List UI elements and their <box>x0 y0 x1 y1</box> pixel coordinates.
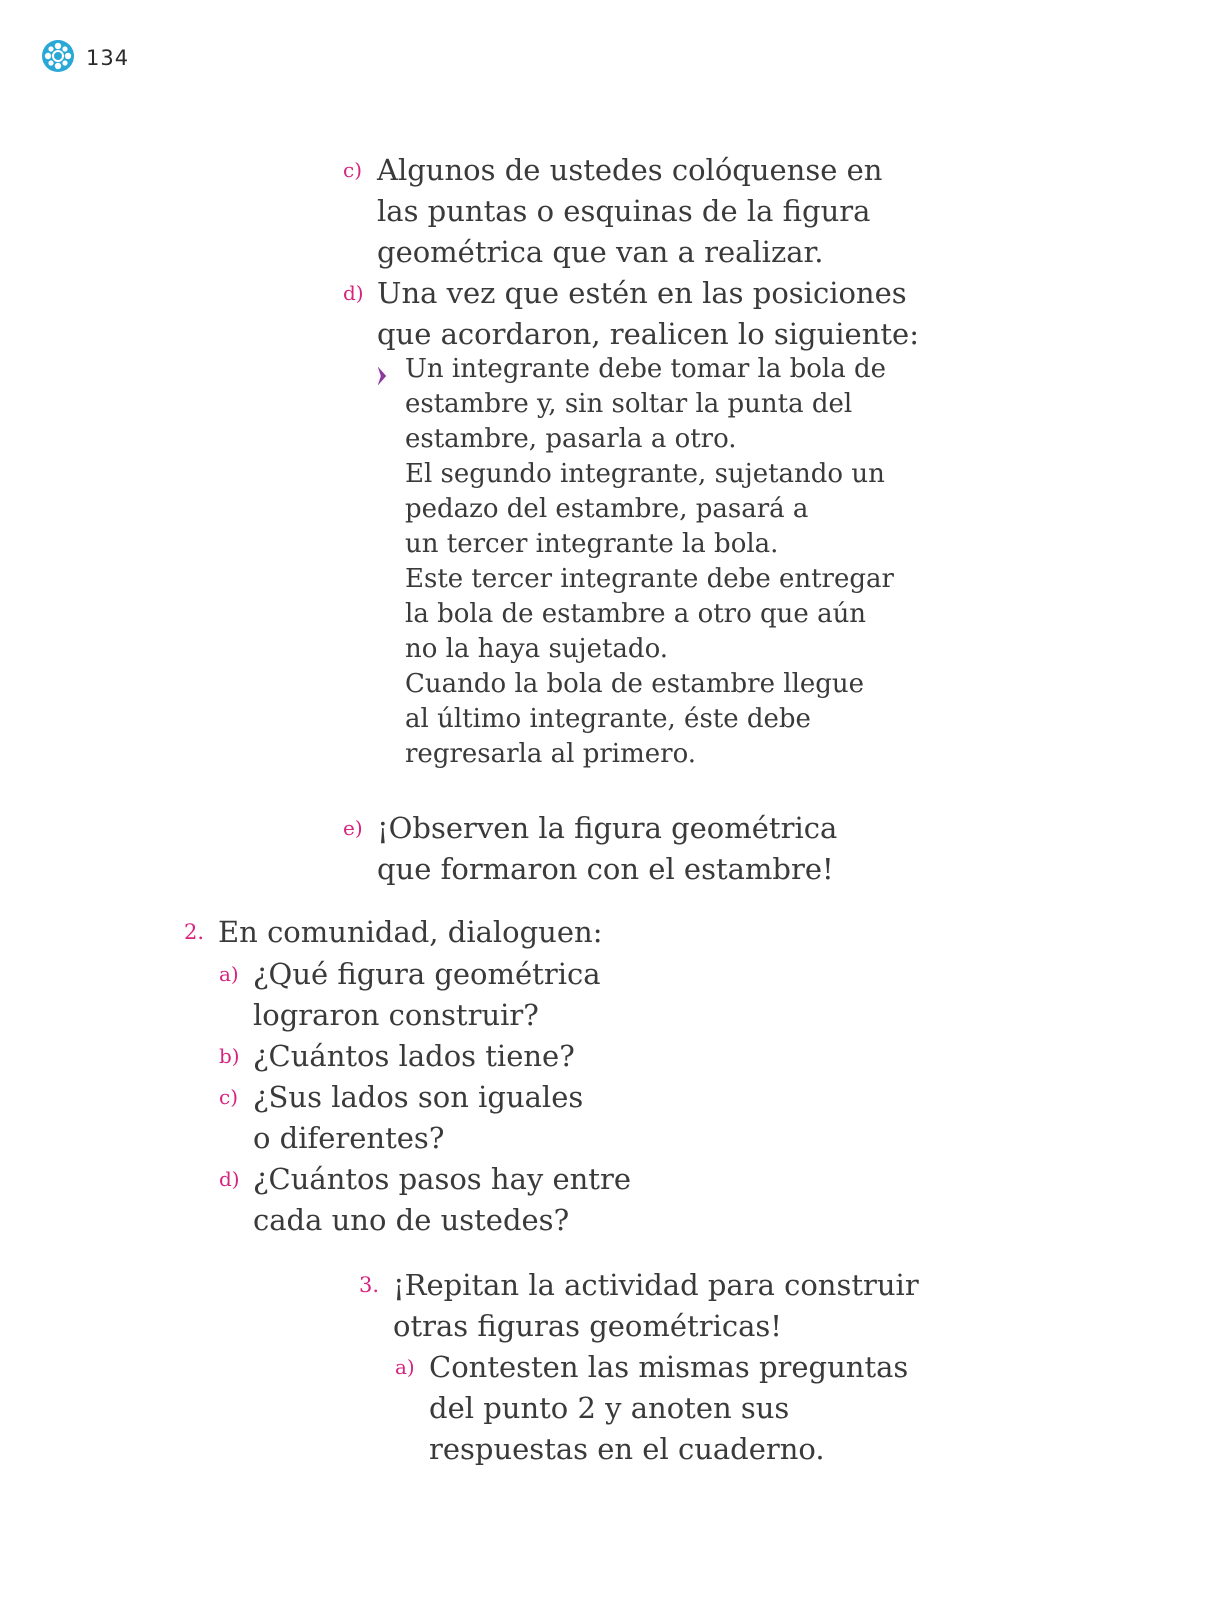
bullet-text: al último integrante, éste debe <box>405 704 811 734</box>
item-text: que formaron con el estambre! <box>377 852 834 886</box>
item-d <box>343 273 919 355</box>
flower-badge-icon <box>40 38 76 78</box>
question-3-item-a <box>395 1347 909 1470</box>
bullet-list <box>405 352 894 772</box>
question-3 <box>359 1265 919 1347</box>
item-marker: d) <box>343 281 364 305</box>
item-text: ¿Qué figura geométrica <box>253 957 601 991</box>
question-text: otras figuras geométricas! <box>393 1309 782 1343</box>
bullet-text: pedazo del estambre, pasará a <box>405 494 809 524</box>
item-text: respuestas en el cuaderno. <box>429 1432 825 1466</box>
chevron-bullet-icon <box>377 362 387 392</box>
bullet-text: regresarla al primero. <box>405 739 697 769</box>
question-text: ¡Repitan la actividad para construir <box>393 1268 919 1302</box>
question-2 <box>184 912 603 953</box>
item-text: del punto 2 y anoten sus <box>429 1391 790 1425</box>
question-number: 3. <box>359 1273 380 1297</box>
item-text: ¿Cuántos pasos hay entre <box>253 1162 631 1196</box>
item-text: Una vez que estén en las posiciones <box>377 276 907 310</box>
bullet-item <box>405 667 894 772</box>
item-text: geométrica que van a realizar. <box>377 235 824 269</box>
question-title: En comunidad, dialoguen: <box>218 915 603 949</box>
item-text: Algunos de ustedes colóquense en <box>377 153 883 187</box>
item-marker: c) <box>219 1085 239 1109</box>
item-text: que acordaron, realicen lo siguiente: <box>377 317 919 351</box>
item-marker: a) <box>219 962 239 986</box>
question-2-items <box>219 954 631 1241</box>
item-text: o diferentes? <box>253 1121 445 1155</box>
item-text: ¡Observen la figura geométrica <box>377 811 838 845</box>
page-header <box>40 38 129 78</box>
item-text: cada uno de ustedes? <box>253 1203 570 1237</box>
bullet-text: estambre, pasarla a otro. <box>405 424 737 454</box>
bullet-item <box>405 352 894 457</box>
item-marker: e) <box>343 816 363 840</box>
item-text: Contesten las mismas preguntas <box>429 1350 909 1384</box>
item-text: lograron construir? <box>253 998 539 1032</box>
item-marker: c) <box>343 158 363 182</box>
question-number: 2. <box>184 920 205 944</box>
bullet-text: El segundo integrante, sujetando un <box>405 459 885 489</box>
item-text: las puntas o esquinas de la figura <box>377 194 871 228</box>
bullet-text: la bola de estambre a otro que aún <box>405 599 867 629</box>
bullet-item <box>405 457 894 562</box>
item-text: ¿Cuántos lados tiene? <box>253 1039 575 1073</box>
bullet-text: estambre y, sin soltar la punta del <box>405 389 853 419</box>
item-c <box>343 150 883 273</box>
bullet-item <box>405 562 894 667</box>
bullet-text: Este tercer integrante debe entregar <box>405 564 894 594</box>
item-marker: a) <box>395 1355 415 1379</box>
bullet-text: no la haya sujetado. <box>405 634 669 664</box>
bullet-text: Un integrante debe tomar la bola de <box>405 354 886 384</box>
item-marker: b) <box>219 1044 240 1068</box>
bullet-text: Cuando la bola de estambre llegue <box>405 669 865 699</box>
item-e <box>343 808 838 890</box>
item-marker: d) <box>219 1167 240 1191</box>
bullet-text: un tercer integrante la bola. <box>405 529 779 559</box>
item-text: ¿Sus lados son iguales <box>253 1080 584 1114</box>
page-number: 134 <box>86 46 130 70</box>
